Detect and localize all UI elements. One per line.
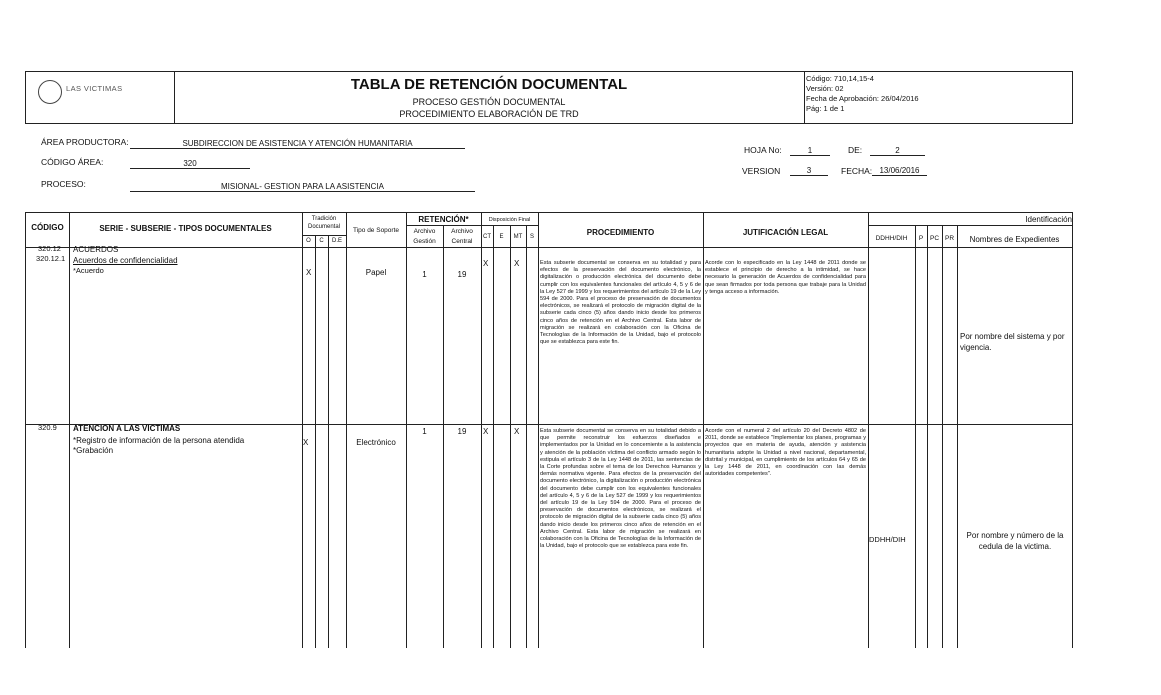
col-p: P <box>918 235 924 242</box>
retention-table <box>25 212 1073 648</box>
document-meta <box>806 74 919 114</box>
col-tradicion-c: C <box>319 238 324 244</box>
version-label: VERSION <box>742 166 781 176</box>
fecha-label: FECHA: <box>841 166 873 176</box>
logo-text: LAS VICTIMAS <box>66 84 123 93</box>
de-label: DE: <box>848 145 863 155</box>
document-subtitle-procedure: PROCEDIMIENTO ELABORACIÓN DE TRD <box>399 109 579 119</box>
row1-gestion: 1 <box>422 270 427 279</box>
row2-code-serie: 320.9 <box>38 423 57 432</box>
col-pc: PC <box>929 235 940 242</box>
col-ddhh: DDHH/DIH <box>875 235 908 242</box>
title-cell <box>174 72 805 123</box>
row1-justificacion: Acorde con lo especificado en la Ley 1448 de 2011 donde se establece el principio de derecho a la intimidad, se hace necesario la generación de Acuerdos de confidencialidad para que sean firmados por toda persona que trabaje para la Unidad y tenga acceso a información. <box>705 260 866 295</box>
proceso-label: PROCESO: <box>41 179 86 189</box>
col-procedimiento: PROCEDIMIENTO <box>586 228 655 237</box>
col-disp-s: S <box>529 234 534 240</box>
col-soporte: Tipo de Soporte <box>352 227 399 234</box>
document-header <box>25 71 1073 124</box>
meta-fecha: Fecha de Aprobación: 26/04/2016 <box>806 94 919 103</box>
row2-tipo-2: *Grabación <box>73 446 114 455</box>
area-label: ÁREA PRODUCTORA: <box>41 137 129 147</box>
row2-ddhh: DDHH/DIH <box>869 535 906 544</box>
row1-code-serie: 320.12 <box>38 244 61 253</box>
logo-cell <box>26 72 175 123</box>
row1-ct-mark: X <box>483 259 489 268</box>
area-value: SUBDIRECCION DE ASISTENCIA Y ATENCIÓN HUMANITARIA <box>130 139 465 149</box>
col-codigo: CÓDIGO <box>31 223 64 232</box>
row1-soporte: Papel <box>365 268 387 277</box>
row1-o-mark: X <box>306 268 312 277</box>
document-title: TABLA DE RETENCIÓN DOCUMENTAL <box>350 76 628 93</box>
row2-soporte: Electrónico <box>356 438 396 447</box>
row2-o-mark: X <box>303 438 309 447</box>
col-archivo-central: Archivo Central <box>451 228 473 245</box>
codigo-label: CÓDIGO ÁREA: <box>41 157 104 167</box>
row2-serie: ATENCION A LAS VICTIMAS <box>73 424 181 433</box>
col-identificacion: Identificación <box>1025 215 1072 224</box>
meta-codigo: Código: 710,14,15-4 <box>806 74 874 83</box>
row2-nombres: Por nombre y número de la cedula de la victima. <box>966 531 1064 551</box>
row1-procedimiento: Esta subserie documental se conserva en su totalidad y para efectos de la preservación del documento electrónico, la digitalización o producción electrónica del documento debe cumplir con los equivalentes funcionales del artículo 4, 5 y 6 de la Ley 527 de 1999 y los requerimientos del artículo 19 de la Ley 594 de 2000. Para el proceso de preservación de documentos electrónicos, se realizará el protocolo de migración digital de la subserie cada cinco (5) años dando inicio desde los primeros cinco años de retención en el Archivo Central. Esta labor de migración se realizará en colaboración con la Oficina de Tecnologías de la Información de la Unidad, bajo el protocolo que se establezca para este fin. <box>540 260 701 346</box>
row1-mt-mark: X <box>514 259 520 268</box>
version-value: 3 <box>790 166 828 176</box>
col-tradicion-o: O <box>306 238 311 244</box>
col-disp-ct: CT <box>483 234 491 240</box>
row1-subserie: Acuerdos de confidencialidad <box>73 256 178 265</box>
col-tradicion-de: D.E <box>331 238 342 244</box>
meta-version: Versión: 02 <box>806 84 844 93</box>
document-subtitle-process: PROCESO GESTIÓN DOCUMENTAL <box>412 97 566 107</box>
row2-tipo-1: *Registro de información de la persona atendida <box>73 436 245 445</box>
col-disp-e: E <box>499 234 504 240</box>
row2-central: 19 <box>457 427 467 436</box>
hoja-label: HOJA No: <box>744 145 782 155</box>
row2-gestion: 1 <box>422 427 427 436</box>
logo-emblem-icon <box>38 80 62 104</box>
row2-procedimiento: Esta subserie documental se conserva en su totalidad debido a que permite reconstruir los esfuerzos diseñados e implementados por la Unidad en lo concerniente a la asistencia y atención de la población víctima del conflicto armado según lo estipula el artículo 3 de la Ley 1448 de 2011, las sentencias de la Corte profundas sobre el tema de los Derechos Humanos y demás normativa vigente. Para efectos de la preservación del documento electrónico, la digitalización o producción electrónica del documento debe cumplir con los equivalentes funcionales del artículo 4, 5 y 6 de la Ley 527 de 1999 y los requerimientos del artículo 19 de la Ley 594 de 2000. Para el proceso de preservación de documentos electrónicos, se realizará el protocolo de migración digital de la subserie cada cinco (5) años dando inicio desde los primeros cinco años de retención en el Archivo Central. Esta labor de migración se realizará en colaboración con la Oficina de Tecnologías de la Información de la Unidad, bajo el protocolo que se establezca para este fin. <box>540 428 701 550</box>
fecha-value: 13/06/2016 <box>872 166 927 176</box>
col-tradicion: Tradición Documental <box>307 216 340 230</box>
de-value: 2 <box>870 146 925 156</box>
col-retencion: RETENCIÓN* <box>418 215 469 224</box>
col-disposicion: Disposición Final <box>488 217 531 223</box>
row1-central: 19 <box>457 270 467 279</box>
col-archivo-gestion: Archivo Gestión <box>413 228 436 245</box>
col-disp-mt: MT <box>513 234 523 240</box>
row1-nombres: Por nombre del sistema y por vigencia. <box>960 332 1065 352</box>
col-serie: SERIE - SUBSERIE - TIPOS DOCUMENTALES <box>99 224 272 233</box>
hoja-value: 1 <box>790 146 830 156</box>
col-nombres: Nombres de Expedientes <box>969 235 1060 244</box>
col-pr: PR <box>944 235 955 242</box>
row2-mt-mark: X <box>514 427 520 436</box>
col-justificacion: JUTIFICACIÓN LEGAL <box>742 228 829 237</box>
row1-tipo-1: *Acuerdo <box>73 266 104 275</box>
row1-serie: ACUERDOS <box>73 245 119 254</box>
codigo-value: 320 <box>130 159 250 169</box>
proceso-value: MISIONAL- GESTION PARA LA ASISTENCIA <box>130 182 475 192</box>
row2-justificacion: Acorde con el numeral 2 del artículo 20 del Decreto 4802 de 2011, donde se establece "Implementar los planes, programas y proyectos que en materia de ayuda, atención y asistencia humanitaria adopte la Unidad a nivel nacional, departamental, distrital y municipal, en cumplimiento de los artículos 64 y 65 de la Ley 1448 de 2011, en coordinación con las demás autoridades competentes". <box>705 428 866 478</box>
meta-pagina: Pág: 1 de 1 <box>806 104 845 113</box>
row2-ct-mark: X <box>483 427 489 436</box>
row1-code-subserie: 320.12.1 <box>36 254 66 263</box>
